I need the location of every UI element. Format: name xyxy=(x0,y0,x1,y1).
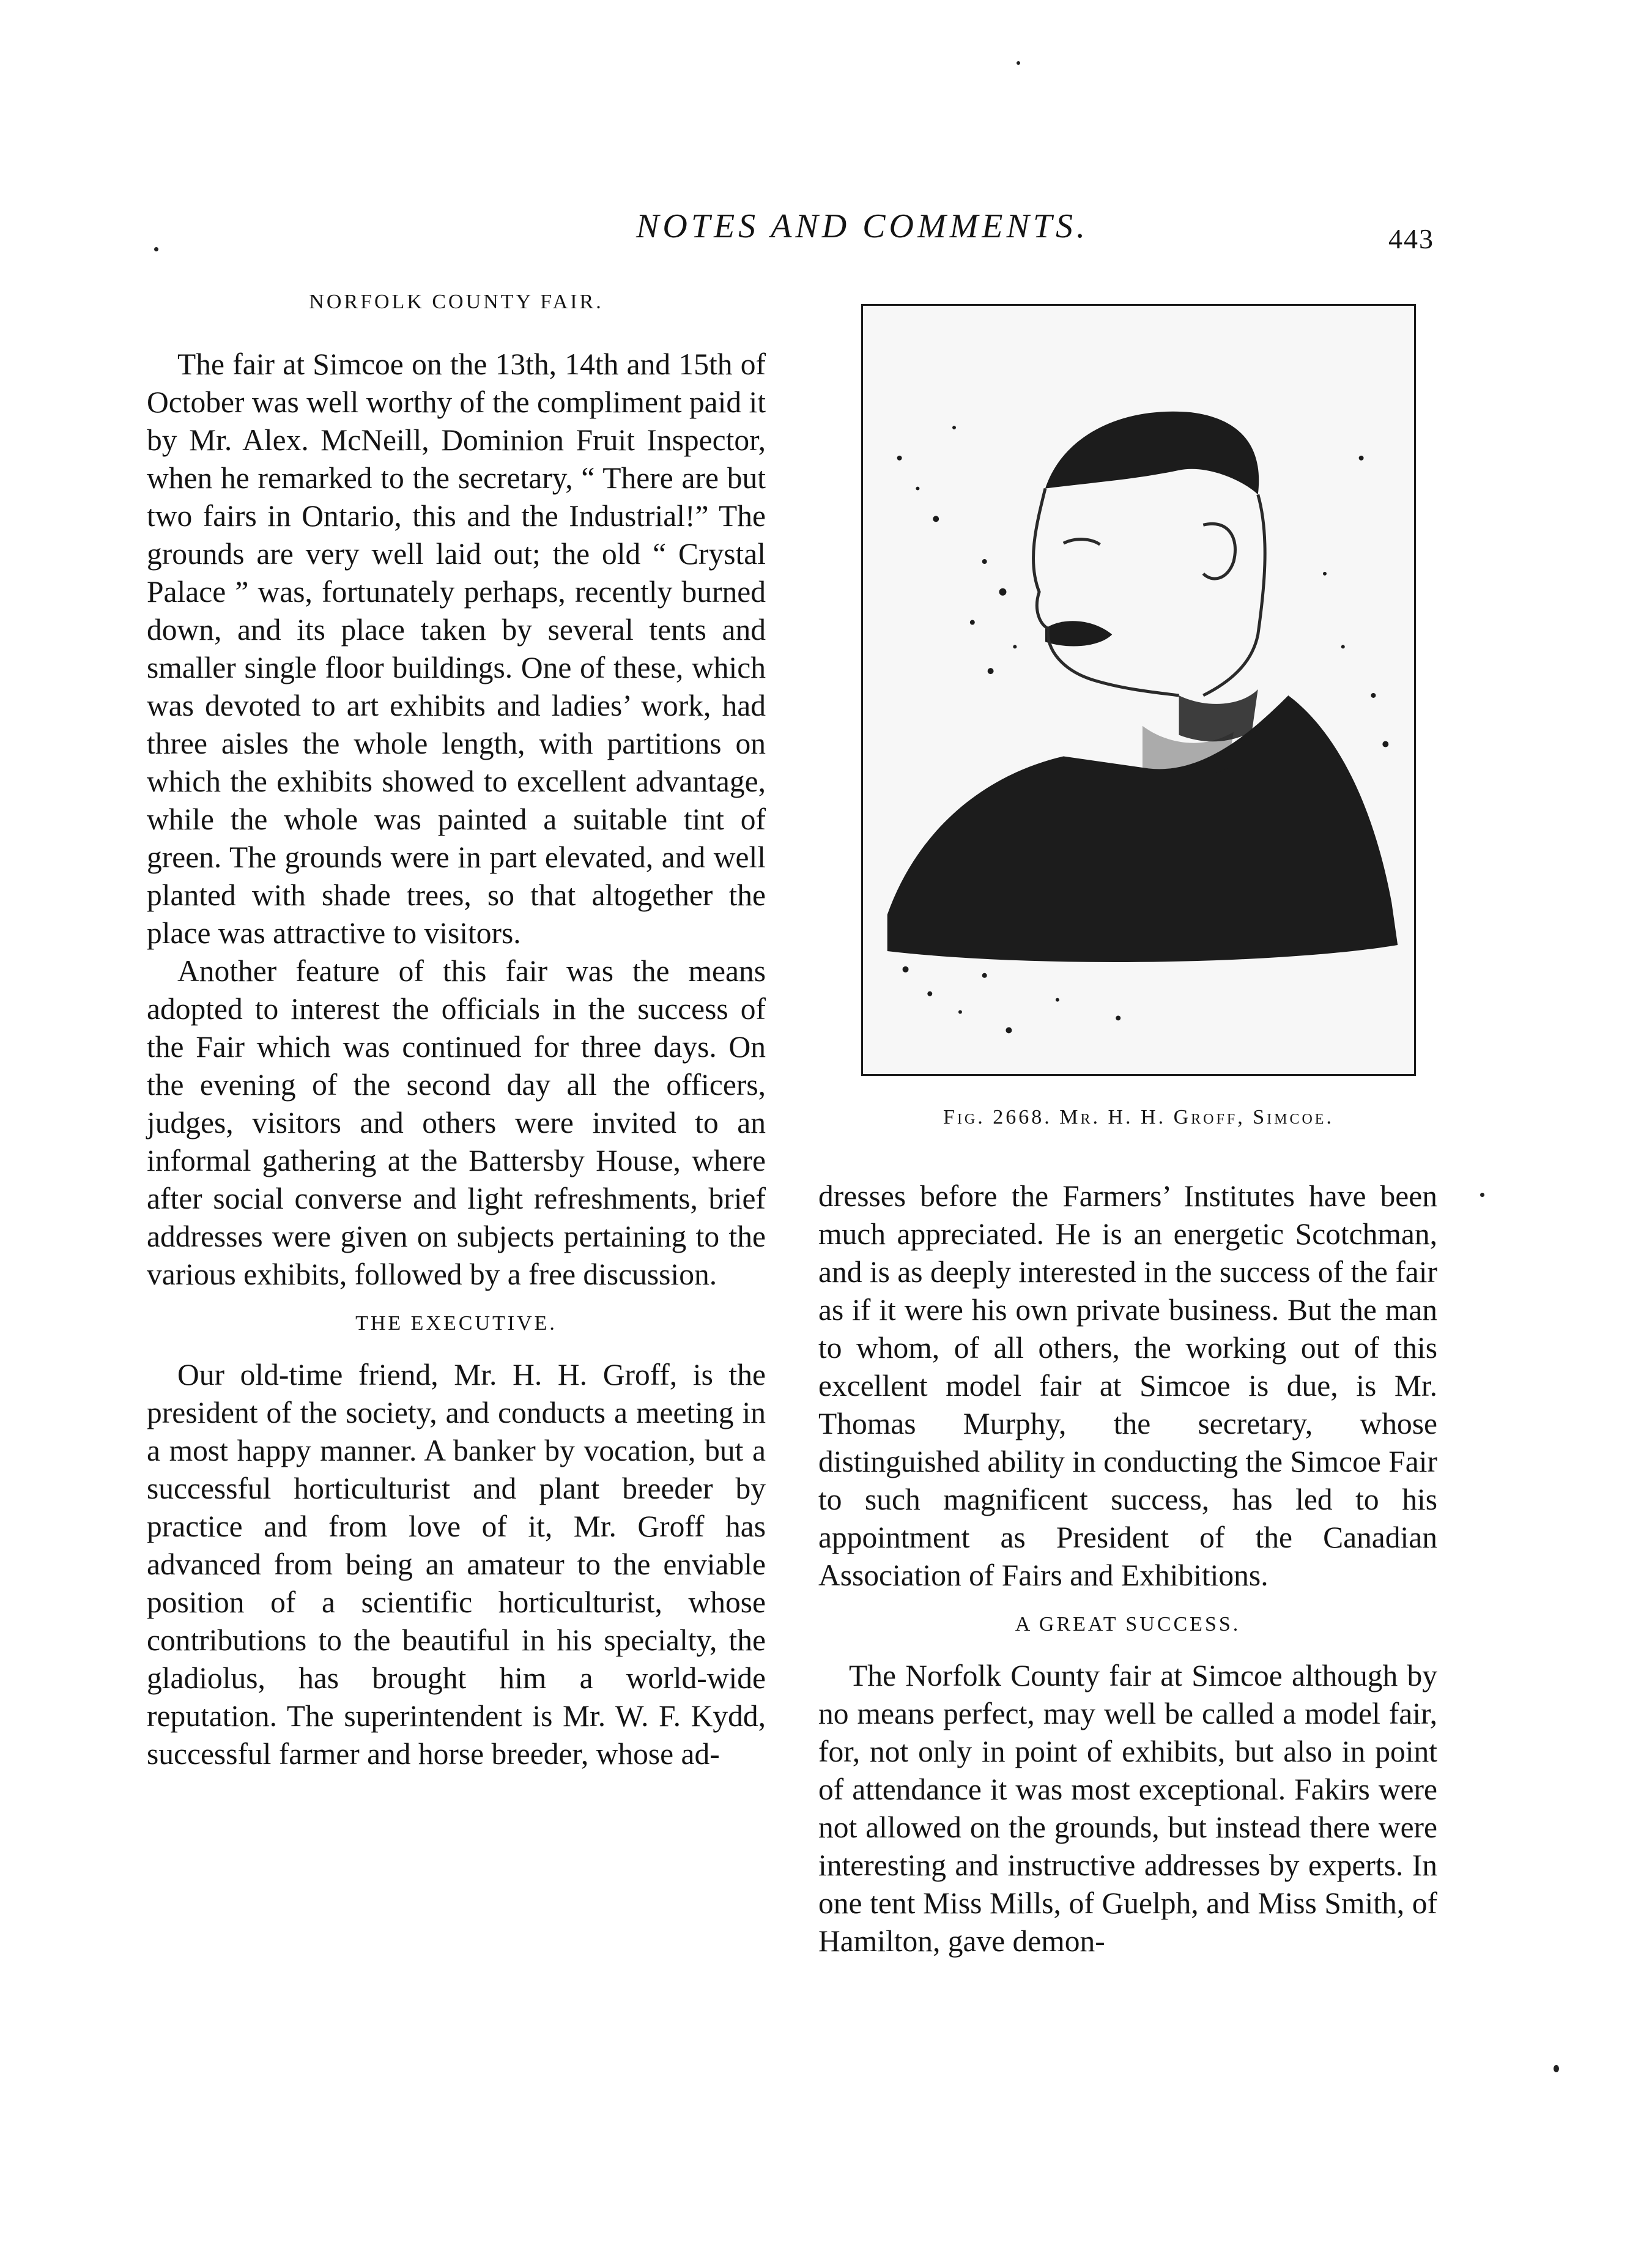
print-speck xyxy=(1017,61,1020,65)
page-number: 443 xyxy=(1388,223,1434,254)
print-speck xyxy=(1554,2065,1559,2072)
right-column xyxy=(818,1177,1437,1960)
body-paragraph: Another feature of this fair was the means adopted to interest the officials in the success of the Fair which was continued for three days. On the evening of the second day all the officers, judges, visitors and others were invited to an informal gathering at the Battersby House, where after social converse and light refreshments, brief addresses were given on subjects pertaining to the various exhibits, followed by a free discussion. xyxy=(147,954,766,1291)
body-paragraph: Our old-time friend, Mr. H. H. Groff, is the president of the society, and conducts a meeting in a most happy manner. A banker by vocation, but a successful horticulturist and plant breeder by practice and from love of it, Mr. Groff has advanced from being an amateur to the enviable position of a scientific horticulturist, whose contributions to the beautiful in his specialty, the gladiolus, has brought him a world-wide reputation. The superintendent is Mr. W. F. Kydd, successful farmer and horse breeder, whose ad- xyxy=(147,1358,766,1771)
print-speck xyxy=(154,247,158,251)
figure-caption: Fig. 2668. Mr. H. H. Groff, Simcoe. xyxy=(943,1106,1334,1129)
left-column xyxy=(147,346,766,1773)
body-paragraph: The fair at Simcoe on the 13th, 14th and 15th of October was well worthy of the compliment paid it by Mr. Alex. McNeill, Dominion Fruit Inspector, when he remarked to the secretary, “ There are but two fairs in Ontario, this and the Industrial!” The grounds are very well laid out; the old “ Crystal Palace ” was, fortunately perhaps, recently burned down, and its place taken by several tents and smaller single floor buildings. One of these, which was devoted to art exhibits and ladies’ work, had three aisles the whole length, with partitions on which the exhibits showed to excellent advantage, while the whole was painted a suitable tint of green. The grounds were in part elevated, and well planted with shade trees, so that altogether the place was attractive to visitors. xyxy=(147,347,766,950)
portrait-engraving xyxy=(863,306,1414,1074)
portrait-figure xyxy=(861,304,1416,1076)
running-head: NOTES AND COMMENTS. xyxy=(636,207,1089,245)
body-paragraph: The Norfolk County fair at Simcoe although by no means perfect, may well be called a model fair, for, not only in point of exhibits, but also in point of attendance it was most exceptional. Fakirs were not allowed on the grounds, but instead there were interesting and instructive addresses by experts. In one tent Miss Mills, of Guelph, and Miss Smith, of Hamilton, gave demon- xyxy=(818,1659,1437,1958)
body-paragraph-continued: dresses before the Farmers’ Institutes have been much appreciated. He is an energetic Scotchman, and is as deeply interested in the success of the fair as if it were his own private business. But the man to whom, of all others, the working out of this excellent model fair at Simcoe is due, is Mr. Thomas Murphy, the secretary, whose distinguished ability in conducting the Simcoe Fair to such magnificent success, has led to his appointment as President of the Canadian Association of Fairs and Exhibitions. xyxy=(818,1179,1437,1592)
print-speck xyxy=(1480,1193,1484,1197)
section-heading-the-executive: THE EXECUTIVE. xyxy=(355,1312,557,1335)
section-heading-a-great-success: A GREAT SUCCESS. xyxy=(1015,1613,1241,1636)
section-heading-norfolk-county-fair: NORFOLK COUNTY FAIR. xyxy=(309,291,604,313)
